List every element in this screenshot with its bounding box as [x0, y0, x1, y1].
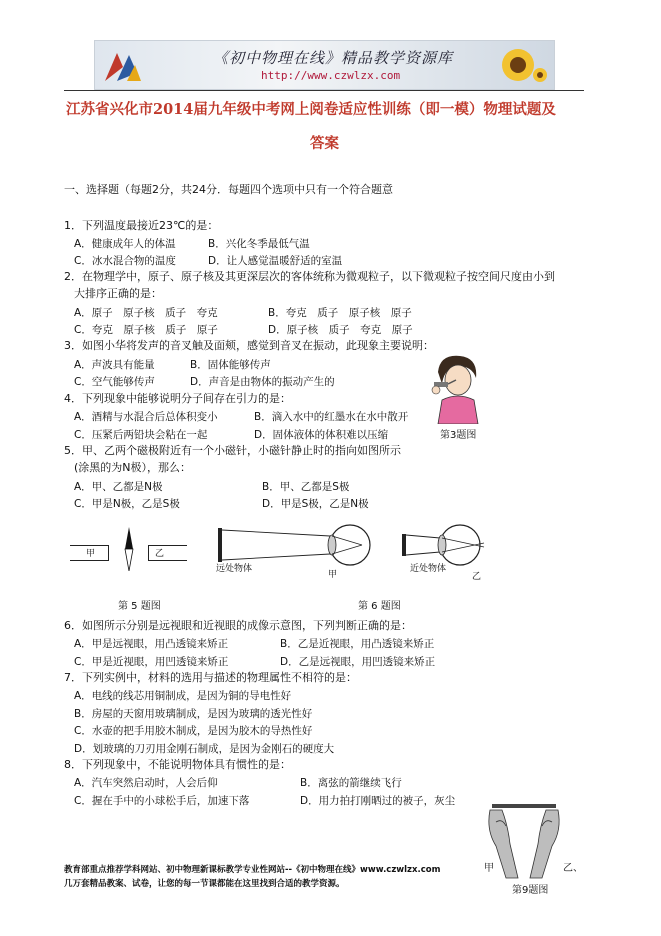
- site-logo-icon: [101, 47, 145, 85]
- q8-option-c: C．握在手中的小球松手后，加速下落: [74, 795, 250, 807]
- footer-line1: 教育部重点推荐学科网站、初中物理新课标教学专业性网站--《初中物理在线》www.czwlzx.com: [64, 865, 441, 875]
- eye-b-label: 乙: [472, 572, 482, 582]
- q1-option-b: B．兴化冬季最低气温: [208, 238, 310, 250]
- q7-option-a: A．电线的线芯用铜制成，是因为铜的导电性好: [74, 690, 292, 702]
- q5-figure-caption: 第 5 题图: [118, 601, 161, 612]
- q4-option-d: D．固体液体的体积难以压缩: [254, 429, 389, 441]
- q9-figure-caption: 第9题图: [512, 885, 549, 896]
- q6-figure-caption: 第 6 题图: [358, 601, 401, 612]
- q4-option-c: C．压紧后两铅块会粘在一起: [74, 429, 208, 441]
- q2-option-a: A．原子 原子核 质子 夸克: [74, 307, 218, 319]
- far-object-label: 远处物体: [216, 564, 253, 574]
- q7-option-c: C．水壶的把手用胶木制成，是因为胶木的导热性好: [74, 725, 313, 737]
- q7-stem: 7．下列实例中，材料的选用与描述的物理属性不相符的是：: [64, 671, 357, 684]
- q5-option-a: A．甲、乙都是N极: [74, 481, 163, 493]
- banner-url[interactable]: http://www.czwlzx.com: [261, 69, 401, 82]
- q4-option-b: B．滴入水中的红墨水在水中散开: [254, 411, 409, 423]
- q6-option-d: D．乙是远视眼，用凹透镜来矫正: [280, 656, 436, 668]
- q1-stem: 1．下列温度最接近23℃的是：: [64, 219, 219, 232]
- q6-option-a: A．甲是远视眼，用凸透镜来矫正: [74, 638, 229, 650]
- q1-option-a: A．健康成年人的体温: [74, 238, 176, 250]
- q2-option-b: B．夸克 质子 原子核 原子: [268, 307, 412, 319]
- q8-option-b: B．离弦的箭继续飞行: [300, 777, 402, 789]
- q8-option-a: A．汽车突然启动时，人会后仰: [74, 777, 218, 789]
- eye-a-label: 甲: [328, 570, 338, 580]
- q4-stem: 4．下列现象中能够说明分子间存在引力的是：: [64, 392, 291, 405]
- girl-tuning-fork-figure: [428, 352, 486, 424]
- q9-label-yi: 乙、: [563, 863, 583, 874]
- near-object-label: 近处物体: [410, 564, 447, 574]
- q5-option-d: D．甲是S极，乙是N极: [262, 498, 369, 510]
- q7-option-b: B．房屋的天窗用玻璃制成，是因为玻璃的透光性好: [74, 708, 313, 720]
- q8-option-d: D．用力拍打刚晒过的被子，灰尘: [300, 795, 456, 807]
- q1-option-c: C．冰水混合物的温度: [74, 255, 176, 267]
- doc-title-line1: 江苏省兴化市2014届九年级中考网上阅卷适应性训练（即一模）物理试题及: [66, 101, 556, 118]
- banner-title: 《初中物理在线》精品教学资源库: [213, 49, 454, 67]
- magnet-a-label: 甲: [86, 549, 96, 559]
- q5-option-b: B．甲、乙都是S极: [262, 481, 350, 493]
- q7-option-d: D．划玻璃的刀刃用金刚石制成，是因为金刚石的硬度大: [74, 743, 335, 755]
- header-banner: [94, 40, 555, 90]
- magnet-b: [148, 545, 187, 561]
- q3-option-b: B．固体能够传声: [190, 359, 271, 371]
- q3-stem: 3．如图小华将发声的音叉触及面颊，感觉到音叉在振动，此现象主要说明：: [64, 339, 434, 352]
- q6-stem: 6．如图所示分别是远视眼和近视眼的成像示意图，下列判断正确的是：: [64, 619, 412, 632]
- q4-option-a: A．酒精与水混合后总体积变小: [74, 411, 218, 423]
- compass-needle-icon: [124, 527, 134, 571]
- q2-option-d: D．原子核 质子 夸克 原子: [268, 324, 413, 336]
- q5-stem-line2: (涂黑的为N极），那么：: [74, 461, 192, 474]
- q9-label-jia: 甲: [484, 863, 494, 874]
- eye-diagrams-figure: [212, 522, 502, 584]
- q2-option-c: C．夸克 原子核 质子 原子: [74, 324, 218, 336]
- header-divider: [64, 90, 584, 91]
- q6-option-c: C．甲是近视眼，用凹透镜来矫正: [74, 656, 229, 668]
- q3-option-c: C．空气能够传声: [74, 376, 155, 388]
- q8-stem: 8．下列现象中，不能说明物体具有惯性的是：: [64, 758, 291, 771]
- doc-title-line2: 答案: [310, 135, 339, 152]
- q6-option-b: B．乙是近视眼，用凸透镜来矫正: [280, 638, 435, 650]
- footer-line2: 几万套精品教案、试卷，让您的每一节课都能在这里找到合适的教学资源。: [64, 879, 345, 889]
- q3-option-a: A．声波具有能量: [74, 359, 155, 371]
- q3-figure-caption: 第3题图: [440, 430, 477, 441]
- q2-stem-line1: 2．在物理学中，原子、原子核及其更深层次的客体统称为微观粒子，以下微观粒子按空间尺度由小到: [64, 270, 555, 283]
- sunflower-icon: [488, 45, 548, 85]
- magnet-b-label: 乙: [155, 549, 165, 559]
- q5-option-c: C．甲是N极，乙是S极: [74, 498, 180, 510]
- q2-stem-line2: 大排序正确的是：: [74, 287, 162, 300]
- q3-option-d: D．声音是由物体的振动产生的: [190, 376, 335, 388]
- q5-stem-line1: 5．甲、乙两个磁极附近有一个小磁针，小磁针静止时的指向如图所示: [64, 444, 401, 457]
- section-heading: 一、选择题（每题2分，共24分．每题四个选项中只有一个符合题意: [64, 183, 393, 196]
- hands-paper-figure: [484, 800, 564, 880]
- magnet-a: [70, 545, 109, 561]
- q1-option-d: D．让人感觉温暖舒适的室温: [208, 255, 343, 267]
